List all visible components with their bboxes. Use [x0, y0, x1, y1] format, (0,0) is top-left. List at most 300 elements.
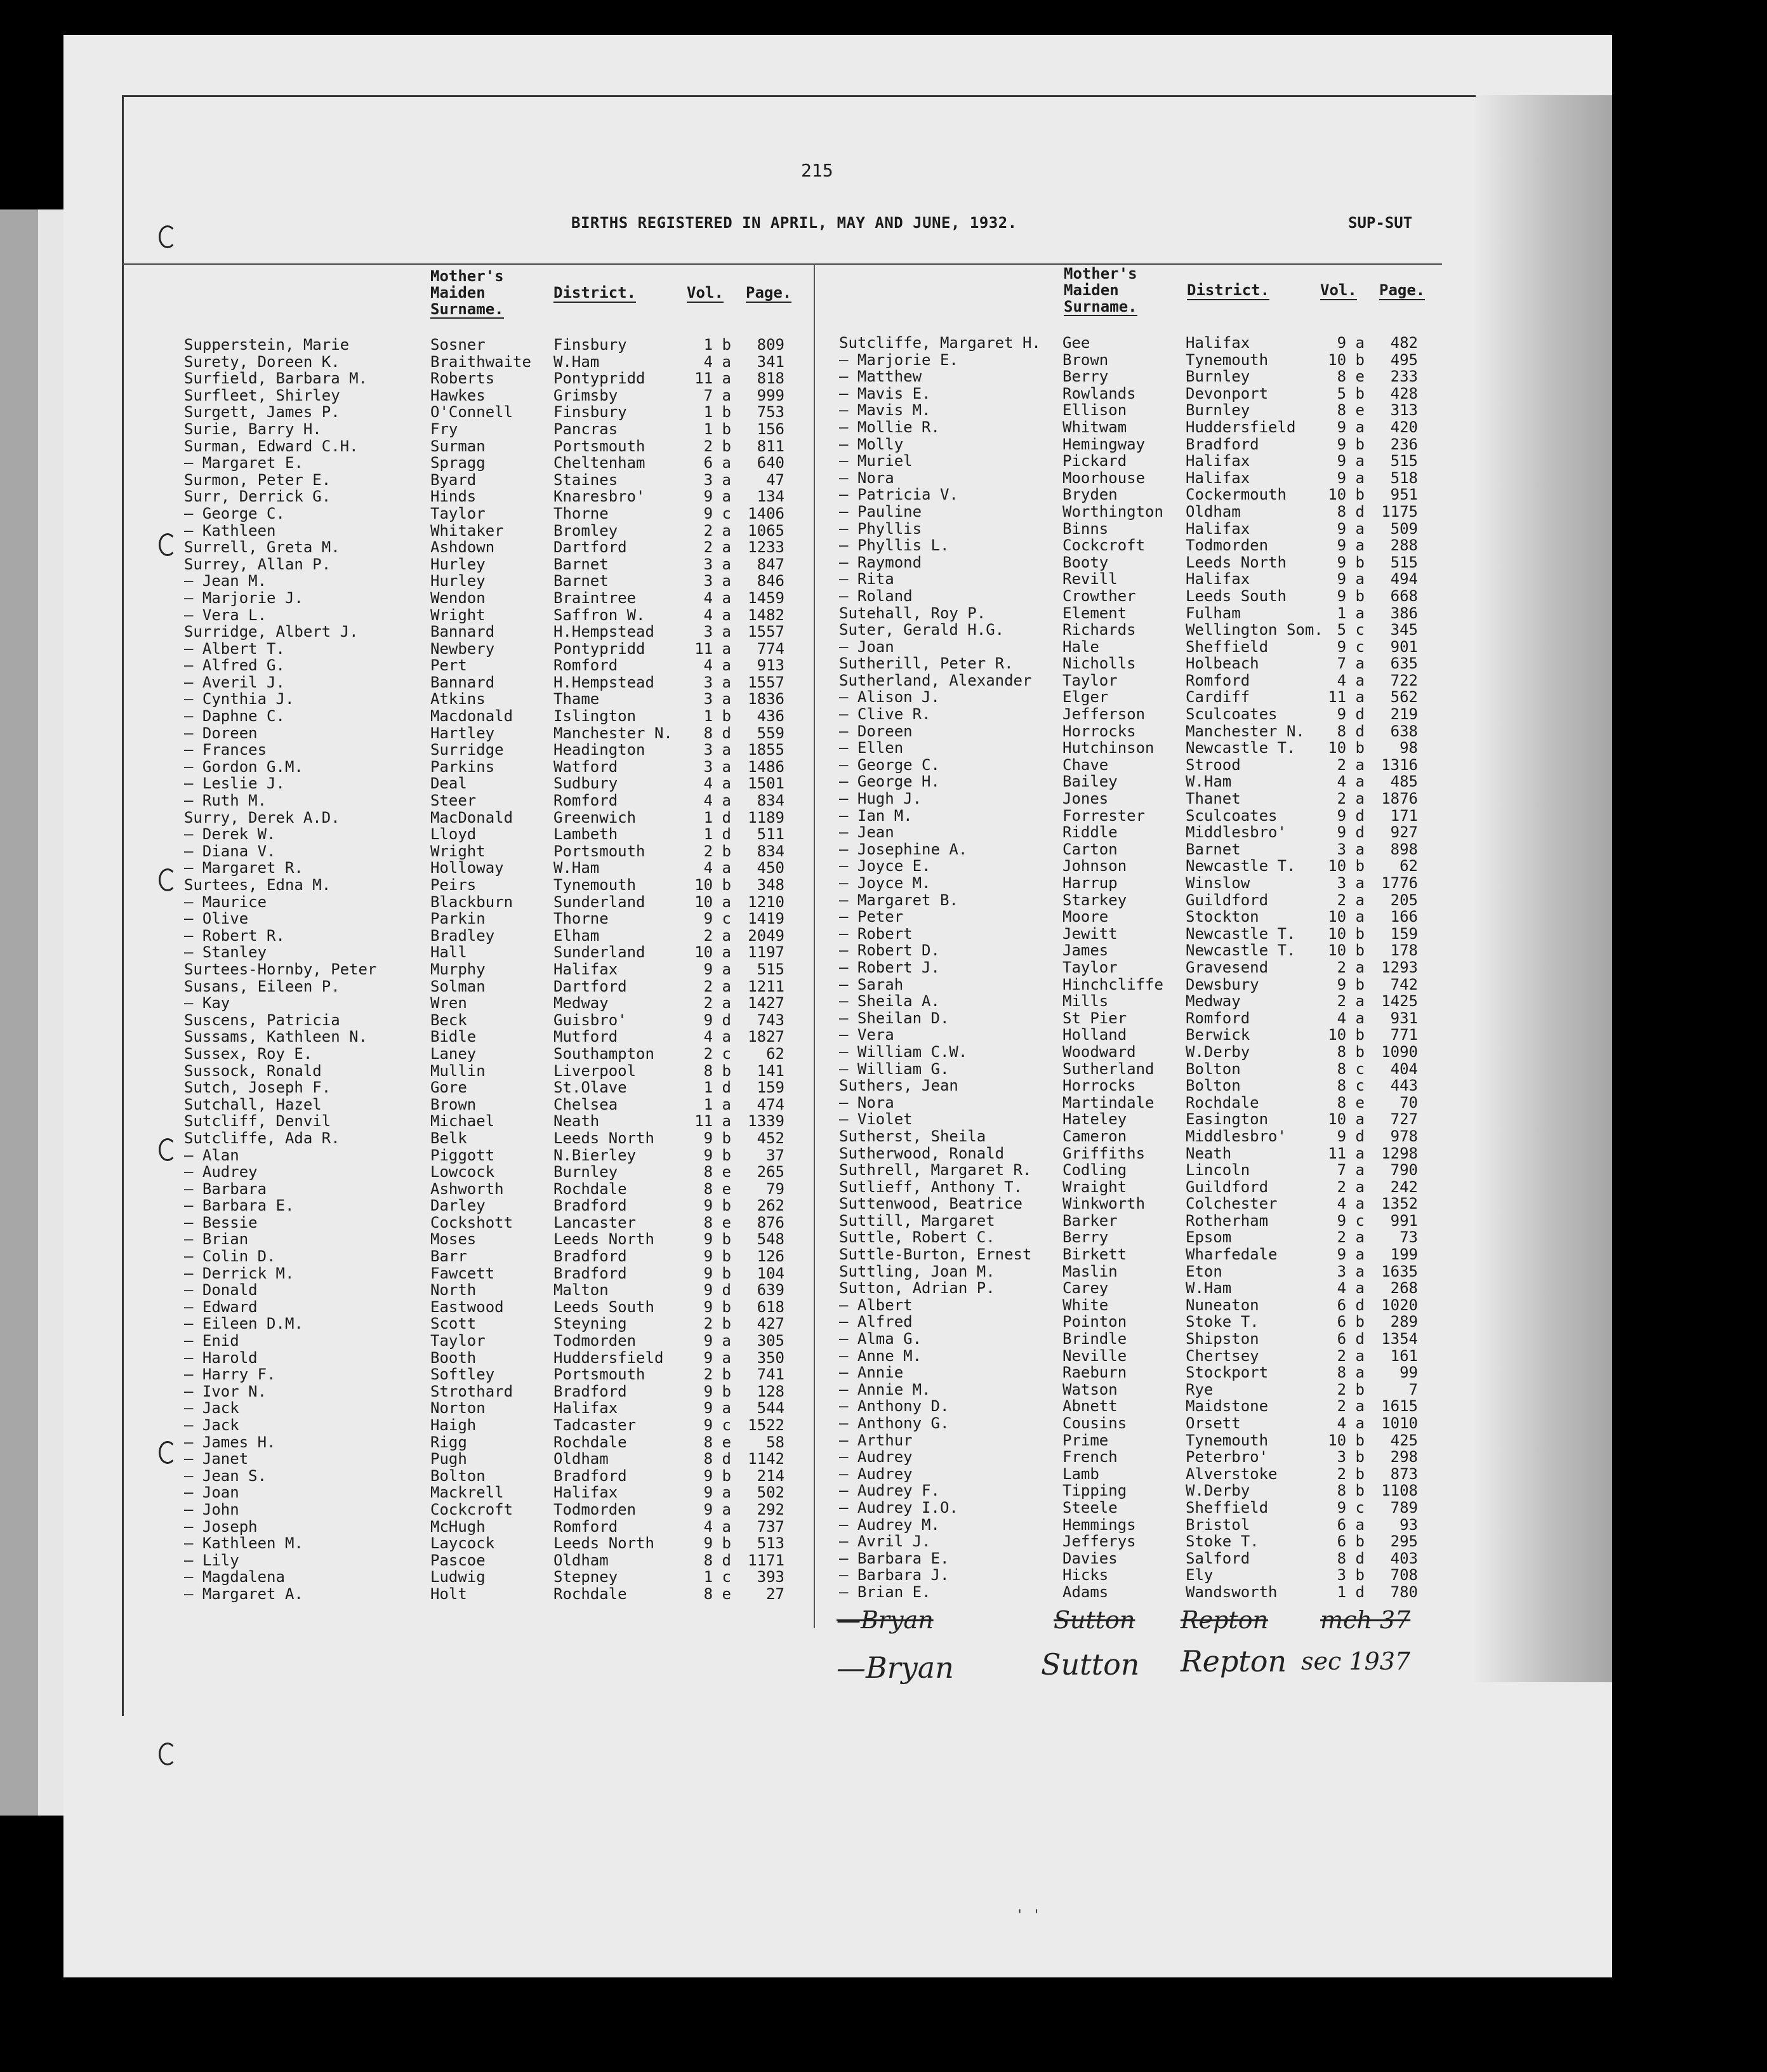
entry-page: 548: [757, 1230, 784, 1249]
entry-district: Dewsbury: [1186, 975, 1259, 993]
entry-page: 742: [1390, 975, 1418, 993]
register-entry: [184, 354, 784, 371]
entry-volume: 1 b: [703, 420, 731, 438]
page-header: Page.: [1379, 281, 1426, 299]
entry-district: W.Derby: [1186, 1482, 1250, 1500]
register-entry: [839, 790, 1418, 807]
entry-district: Sheffield: [1186, 1498, 1269, 1517]
register-entry: [184, 1383, 784, 1400]
entry-name: — Ivor N.: [184, 1382, 267, 1400]
entry-volume: 9 b: [1337, 435, 1365, 453]
entry-page: 931: [1390, 1009, 1418, 1027]
entry-mother-surname: Sosner: [430, 336, 486, 354]
register-entry: [184, 1164, 784, 1181]
register-entry: [839, 1584, 1418, 1601]
entry-volume: 8 c: [1337, 1077, 1365, 1095]
entry-page: 62: [766, 1044, 784, 1063]
entry-volume: 1 c: [703, 1568, 731, 1586]
entry-page: 1557: [748, 673, 784, 691]
entry-page: 544: [757, 1399, 784, 1418]
entry-page: 348: [757, 876, 784, 894]
entry-district: Newcastle T.: [1186, 941, 1296, 960]
entry-page: 428: [1390, 384, 1418, 402]
entry-mother-surname: Wright: [430, 606, 486, 624]
entry-mother-surname: Steer: [430, 792, 477, 810]
entry-district: Sheffield: [1186, 637, 1269, 656]
entry-volume: 9 b: [1337, 587, 1365, 605]
entry-mother-surname: Lloyd: [430, 825, 477, 844]
entry-mother-surname: Johnson: [1062, 857, 1127, 875]
register-entry: [184, 1350, 784, 1367]
register-entry: [184, 641, 784, 658]
entry-page: 1352: [1381, 1195, 1418, 1213]
entry-volume: 4 a: [703, 774, 731, 793]
entry-volume: 5 c: [1337, 621, 1365, 639]
register-entry: [839, 1128, 1418, 1145]
entry-volume: 4 a: [703, 588, 731, 607]
entry-page: 515: [1390, 452, 1418, 470]
entry-page: 1293: [1381, 958, 1418, 976]
entry-volume: 2 a: [1337, 1228, 1365, 1247]
entry-district: Pontypridd: [553, 639, 645, 658]
entry-mother-surname: Cockcroft: [430, 1500, 513, 1518]
entry-name: Surety, Doreen K.: [184, 352, 340, 371]
register-entry: [839, 1533, 1418, 1550]
entry-name: — Mavis M.: [839, 401, 931, 420]
register-entry: [184, 1569, 784, 1586]
entry-name: Sussex, Roy E.: [184, 1044, 313, 1063]
entry-district: Halifax: [553, 1399, 618, 1418]
register-entry: [839, 841, 1418, 858]
entry-volume: 1 a: [703, 1095, 731, 1113]
entry-district: Grimsby: [553, 386, 618, 404]
register-entry: [184, 708, 784, 725]
entry-page: 420: [1390, 418, 1418, 436]
header-rule: [122, 263, 1442, 265]
entry-volume: 8 e: [703, 1179, 731, 1198]
entry-volume: 9 c: [1337, 1211, 1365, 1230]
entry-page: 511: [757, 825, 784, 844]
entry-volume: 6 d: [1337, 1330, 1365, 1348]
register-entry: [839, 521, 1418, 538]
register-entry: [839, 689, 1418, 706]
entry-mother-surname: Carey: [1062, 1279, 1109, 1298]
entry-page: 513: [757, 1534, 784, 1553]
entry-volume: 8 e: [703, 1213, 731, 1232]
entry-page: 834: [757, 842, 784, 860]
entry-district: Bradford: [553, 1264, 627, 1282]
entry-mother-surname: North: [430, 1281, 477, 1299]
entry-page: 927: [1390, 823, 1418, 842]
entry-volume: 1 d: [703, 808, 731, 827]
struck-handwriting: Sutton: [1054, 1606, 1135, 1634]
entry-page: 1501: [748, 774, 784, 793]
entry-district: Thorne: [553, 910, 609, 928]
entry-district: Rochdale: [1186, 1093, 1259, 1112]
register-entry: [839, 1263, 1418, 1280]
entry-mother-surname: Davies: [1062, 1549, 1118, 1567]
entry-name: — Joyce M.: [839, 874, 931, 892]
register-entry: [184, 573, 784, 590]
register-entry: [839, 1044, 1418, 1061]
entry-name: — Edward: [184, 1298, 258, 1316]
entry-district: Oldham: [553, 1450, 609, 1468]
register-entry: [839, 1077, 1418, 1094]
register-entry: [839, 1466, 1418, 1483]
entry-mother-surname: Whitaker: [430, 521, 504, 540]
register-entry: [839, 639, 1418, 656]
entry-name: Surrey, Allan P.: [184, 555, 331, 573]
entry-page: 126: [757, 1247, 784, 1266]
register-entry: [839, 824, 1418, 841]
entry-volume: 6 d: [1337, 1296, 1365, 1314]
entry-district: Barnet: [553, 555, 609, 573]
entry-district: Neath: [553, 1112, 600, 1131]
entry-volume: 1 d: [1337, 1583, 1365, 1601]
entry-mother-surname: Jefferson: [1062, 705, 1146, 724]
entry-mother-surname: Hurley: [430, 555, 486, 573]
entry-district: Cardiff: [1186, 688, 1250, 707]
entry-mother-surname: Sutherland: [1062, 1059, 1155, 1078]
register-entry: [839, 706, 1418, 723]
entry-name: — Anne M.: [839, 1346, 922, 1365]
register-entry: [184, 894, 784, 911]
entry-name: Surfield, Barbara M.: [184, 369, 367, 388]
entry-volume: 9 a: [1337, 452, 1365, 470]
entry-district: Todmorden: [553, 1500, 637, 1518]
entry-name: Surfleet, Shirley: [184, 386, 340, 404]
entry-district: Lincoln: [1186, 1161, 1250, 1179]
binding-hole-icon: [159, 225, 176, 248]
register-entry: [184, 1468, 784, 1485]
entry-mother-surname: Holloway: [430, 859, 504, 877]
entry-mother-surname: Wright: [430, 842, 486, 860]
entry-volume: 9 d: [1337, 705, 1365, 724]
entry-volume: 9 a: [703, 1348, 731, 1367]
entry-name: Sutherwood, Ronald: [839, 1144, 1005, 1162]
entry-volume: 8 d: [703, 724, 731, 742]
entry-mother-surname: Moore: [1062, 908, 1109, 926]
entry-page: 811: [757, 437, 784, 455]
entry-name: — Jean S.: [184, 1466, 267, 1485]
entry-volume: 3 a: [703, 690, 731, 708]
entry-mother-surname: Hawkes: [430, 386, 486, 404]
entry-district: Epsom: [1186, 1228, 1232, 1247]
entry-page: 1211: [748, 977, 784, 995]
entry-mother-surname: Horrocks: [1062, 1077, 1136, 1095]
entry-volume: 4 a: [1337, 671, 1365, 689]
entry-page: 159: [1390, 924, 1418, 943]
entry-district: Devonport: [1186, 384, 1269, 402]
register-entry: [839, 1111, 1418, 1128]
entry-page: 93: [1400, 1515, 1418, 1534]
entry-volume: 11 a: [1328, 1144, 1365, 1162]
register-entry: [839, 385, 1418, 402]
entry-volume: 8 c: [1337, 1059, 1365, 1078]
entry-mother-surname: Ashworth: [430, 1179, 504, 1198]
register-entry: [184, 1315, 784, 1332]
entry-volume: 9 a: [703, 1500, 731, 1518]
entry-page: 515: [1390, 553, 1418, 571]
entry-page: 495: [1390, 350, 1418, 369]
entry-name: — Derrick M.: [184, 1264, 294, 1282]
entry-name: — Robert R.: [184, 926, 285, 945]
entry-district: Braintree: [553, 588, 637, 607]
entry-page: 1615: [1381, 1397, 1418, 1416]
entry-page: 268: [1390, 1279, 1418, 1298]
entry-mother-surname: Watson: [1062, 1380, 1118, 1398]
entry-page: 345: [1390, 621, 1418, 639]
entry-page: 219: [1390, 705, 1418, 724]
entry-page: 37: [766, 1146, 784, 1164]
register-entry: [184, 1535, 784, 1552]
entry-volume: 9 b: [703, 1264, 731, 1282]
entry-name: Sutcliffe, Ada R.: [184, 1129, 340, 1147]
entry-mother-surname: Holt: [430, 1584, 467, 1603]
entry-district: Rotherham: [1186, 1211, 1269, 1230]
entry-page: 1233: [748, 538, 784, 557]
register-entry: [839, 1331, 1418, 1348]
entry-district: Maidstone: [1186, 1397, 1269, 1416]
entry-district: Bristol: [1186, 1515, 1250, 1534]
register-entry: [839, 588, 1418, 605]
entry-page: 818: [757, 369, 784, 388]
entry-district: Bolton: [1186, 1059, 1241, 1078]
register-entry: [839, 993, 1418, 1010]
entry-page: 1876: [1381, 790, 1418, 808]
register-entry: [839, 1179, 1418, 1196]
entry-mother-surname: Parkins: [430, 757, 495, 776]
entry-volume: 3 a: [1337, 874, 1365, 892]
entry-page: 236: [1390, 435, 1418, 453]
entry-page: 1065: [748, 521, 784, 540]
entry-mother-surname: Jones: [1062, 790, 1109, 808]
entry-district: W.Ham: [1186, 773, 1232, 791]
entry-district: Holbeach: [1186, 654, 1259, 673]
register-entry: [184, 1282, 784, 1299]
entry-district: Middlesbro': [1186, 823, 1287, 842]
entry-mother-surname: Booth: [430, 1348, 477, 1367]
entry-name: Suter, Gerald H.G.: [839, 621, 1005, 639]
entry-district: Medway: [1186, 992, 1241, 1011]
register-entry: [184, 539, 784, 556]
entry-name: Susans, Eileen P.: [184, 977, 340, 995]
entry-page: 618: [757, 1298, 784, 1316]
entry-volume: 9 b: [703, 1197, 731, 1215]
register-entry: [839, 1145, 1418, 1162]
entry-district: Tynemouth: [1186, 1431, 1269, 1449]
register-entry: [839, 976, 1418, 993]
entry-mother-surname: Booty: [1062, 553, 1109, 571]
entry-volume: 8 e: [1337, 401, 1365, 420]
entry-name: — Jack: [184, 1416, 239, 1434]
entry-volume: 4 a: [1337, 1279, 1365, 1298]
register-entry: [184, 1214, 784, 1232]
entry-name: Surr, Derrick G.: [184, 488, 331, 506]
entry-page: 7: [1408, 1380, 1418, 1398]
entry-page: 1827: [748, 1028, 784, 1046]
binding-hole-icon: [159, 868, 176, 891]
entry-page: 450: [757, 859, 784, 877]
entry-name: Surgett, James P.: [184, 403, 340, 422]
entry-page: 876: [757, 1213, 784, 1232]
entry-name: Sutehall, Roy P.: [839, 604, 986, 622]
entry-mother-surname: Carton: [1062, 840, 1118, 858]
entry-volume: 2 b: [703, 1315, 731, 1333]
entry-name: — Harold: [184, 1348, 258, 1367]
entry-name: Sussock, Ronald: [184, 1061, 322, 1080]
entry-district: Pancras: [553, 420, 618, 438]
entry-page: 404: [1390, 1059, 1418, 1078]
entry-page: 509: [1390, 519, 1418, 538]
entry-mother-surname: Starkey: [1062, 891, 1127, 909]
entry-district: N.Bierley: [553, 1146, 637, 1164]
entry-volume: 9 a: [703, 1399, 731, 1418]
register-entry: [839, 1499, 1418, 1517]
entry-district: Newcastle T.: [1186, 924, 1296, 943]
entry-volume: 9 a: [1337, 418, 1365, 436]
entry-mother-surname: Byard: [430, 470, 477, 489]
entry-district: Leeds North: [553, 1534, 654, 1553]
entry-page: 1316: [1381, 755, 1418, 774]
mother-surname-header: Mother's Maiden Surname.: [430, 267, 504, 318]
entry-district: Portsmouth: [553, 1365, 645, 1384]
entry-district: Halifax: [553, 960, 618, 978]
entry-mother-surname: Barr: [430, 1247, 467, 1266]
entry-mother-surname: Bolton: [430, 1466, 486, 1485]
entry-name: — Jean M.: [184, 572, 267, 590]
entry-page: 1459: [748, 588, 784, 607]
entry-mother-surname: Wendon: [430, 588, 486, 607]
left-entry-list: [184, 336, 784, 1603]
register-entry: [184, 860, 784, 877]
entry-page: 161: [1390, 1346, 1418, 1365]
entry-page: 341: [757, 352, 784, 371]
entry-name: — Raymond: [839, 553, 922, 571]
register-entry: [839, 1348, 1418, 1365]
entry-district: Wandsworth: [1186, 1583, 1278, 1601]
register-entry: [839, 723, 1418, 740]
entry-mother-surname: Harrup: [1062, 874, 1118, 892]
entry-mother-surname: Rigg: [430, 1433, 467, 1451]
entry-mother-surname: Jefferys: [1062, 1532, 1136, 1551]
register-entry: [184, 792, 784, 809]
entry-mother-surname: Moorhouse: [1062, 468, 1146, 487]
entry-mother-surname: Cameron: [1062, 1127, 1127, 1145]
entry-mother-surname: Abnett: [1062, 1397, 1118, 1416]
entry-mother-surname: Gee: [1062, 334, 1090, 352]
entry-mother-surname: Hinchcliffe: [1062, 975, 1163, 993]
entry-name: Surie, Barry H.: [184, 420, 322, 438]
entry-name: — Barbara E.: [839, 1549, 950, 1567]
entry-name: — Violet: [839, 1110, 913, 1129]
entry-mother-surname: Taylor: [1062, 671, 1118, 689]
scan-marks: ' ': [1016, 1908, 1041, 1923]
entry-name: — Clive R.: [839, 705, 931, 724]
entry-district: Peterbro': [1186, 1448, 1269, 1466]
entry-page: 951: [1390, 486, 1418, 504]
entry-volume: 3 a: [703, 470, 731, 489]
register-entry: [839, 1482, 1418, 1499]
entry-district: Oldham: [1186, 502, 1241, 521]
entry-volume: 8 e: [703, 1433, 731, 1451]
entry-district: Manchester N.: [1186, 722, 1305, 740]
entry-mother-surname: Michael: [430, 1112, 495, 1131]
entry-volume: 8 b: [703, 1061, 731, 1080]
entry-mother-surname: Brown: [430, 1095, 477, 1113]
register-entry: [184, 961, 784, 978]
entry-page: 482: [1390, 334, 1418, 352]
entry-district: Shipston: [1186, 1330, 1259, 1348]
entry-district: Todmorden: [553, 1332, 637, 1350]
entry-name: — Audrey: [184, 1163, 258, 1181]
entry-name: — William C.W.: [839, 1042, 968, 1061]
register-entry: [839, 605, 1418, 622]
column-divider: [814, 263, 815, 1628]
entry-name: — Matthew: [839, 368, 922, 386]
entry-page: 494: [1390, 570, 1418, 588]
entry-page: 737: [757, 1517, 784, 1536]
entry-volume: 4 a: [703, 606, 731, 624]
entry-district: Ely: [1186, 1566, 1214, 1584]
entry-volume: 8 b: [1337, 1042, 1365, 1061]
entry-name: — James H.: [184, 1433, 276, 1451]
entry-district: Cockermouth: [1186, 486, 1287, 504]
entry-page: 58: [766, 1433, 784, 1451]
entry-name: — Phyllis L.: [839, 536, 950, 555]
entry-volume: 9 a: [1337, 570, 1365, 588]
entry-name: — Diana V.: [184, 842, 276, 860]
entry-page: 1425: [1381, 992, 1418, 1011]
register-entry: [184, 657, 784, 674]
entry-district: Lancaster: [553, 1213, 637, 1232]
entry-name: — Robert J.: [839, 958, 940, 976]
entry-mother-surname: Hateley: [1062, 1110, 1127, 1129]
entry-district: Elham: [553, 926, 600, 945]
entry-mother-surname: Pointon: [1062, 1313, 1127, 1331]
register-entry: [184, 775, 784, 792]
entry-name: — Nora: [839, 1093, 894, 1112]
entry-district: Gravesend: [1186, 958, 1269, 976]
entry-mother-surname: Fawcett: [430, 1264, 495, 1282]
entry-page: 178: [1390, 941, 1418, 960]
entry-mother-surname: Maslin: [1062, 1262, 1118, 1280]
entry-name: — Ruth M.: [184, 792, 267, 810]
entry-page: 265: [757, 1163, 784, 1181]
entry-page: 753: [757, 403, 784, 422]
entry-volume: 4 a: [1337, 1414, 1365, 1432]
entry-mother-surname: Griffiths: [1062, 1144, 1146, 1162]
entry-volume: 4 a: [703, 792, 731, 810]
entry-mother-surname: Taylor: [1062, 958, 1118, 976]
entry-page: 1482: [748, 606, 784, 624]
entry-name: Sutch, Joseph F.: [184, 1079, 331, 1097]
entry-page: 722: [1390, 671, 1418, 689]
entry-district: Saffron W.: [553, 606, 645, 624]
entry-district: Rochdale: [553, 1584, 627, 1603]
entry-mother-surname: Brindle: [1062, 1330, 1127, 1348]
entry-page: 1486: [748, 757, 784, 776]
entry-page: 205: [1390, 891, 1418, 909]
entry-mother-surname: Binns: [1062, 519, 1109, 538]
register-entry: [839, 368, 1418, 385]
entry-mother-surname: Moses: [430, 1230, 477, 1249]
entry-district: W.Ham: [553, 352, 600, 371]
entry-district: Watford: [553, 757, 618, 776]
entry-volume: 9 a: [703, 1484, 731, 1502]
entry-district: Huddersfield: [553, 1348, 664, 1367]
entry-page: 1090: [1381, 1042, 1418, 1061]
